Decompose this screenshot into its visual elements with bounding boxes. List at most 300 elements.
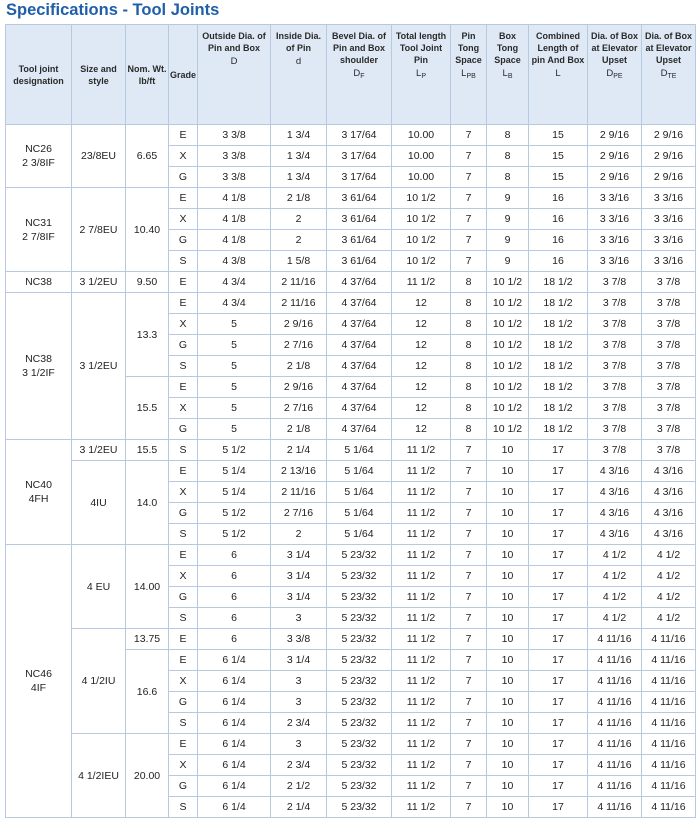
cell-total-length: 10.00 <box>392 146 451 167</box>
cell-box-tong-space: 10 1/2 <box>487 398 529 419</box>
cell-inside-dia: 2 11/16 <box>271 293 327 314</box>
header-combined-length <box>529 25 588 125</box>
cell-outside-dia: 3 3/8 <box>198 125 271 146</box>
cell-dia-box-elevator-pe: 2 9/16 <box>588 167 642 188</box>
cell-grade: X <box>169 398 198 419</box>
cell-bevel-dia: 4 37/64 <box>327 356 392 377</box>
cell-box-tong-space: 10 <box>487 482 529 503</box>
cell-outside-dia: 6 1/4 <box>198 671 271 692</box>
cell-combined-length: 17 <box>529 587 588 608</box>
cell-dia-box-elevator-te: 3 3/16 <box>642 188 696 209</box>
cell-combined-length: 15 <box>529 167 588 188</box>
cell-box-tong-space: 10 <box>487 797 529 818</box>
cell-box-tong-space: 10 <box>487 608 529 629</box>
cell-combined-length: 18 1/2 <box>529 356 588 377</box>
cell-dia-box-elevator-pe: 4 11/16 <box>588 755 642 776</box>
cell-grade: G <box>169 335 198 356</box>
cell-combined-length: 17 <box>529 545 588 566</box>
cell-total-length: 11 1/2 <box>392 566 451 587</box>
cell-dia-box-elevator-te: 4 1/2 <box>642 587 696 608</box>
cell-grade: S <box>169 713 198 734</box>
cell-outside-dia: 5 1/2 <box>198 440 271 461</box>
cell-box-tong-space: 10 <box>487 692 529 713</box>
cell-pin-tong-space: 7 <box>451 650 487 671</box>
cell-inside-dia: 2 1/2 <box>271 776 327 797</box>
cell-dia-box-elevator-pe: 3 7/8 <box>588 377 642 398</box>
header-designation <box>6 25 72 125</box>
cell-bevel-dia: 5 23/32 <box>327 608 392 629</box>
cell-dia-box-elevator-pe: 2 9/16 <box>588 125 642 146</box>
cell-bevel-dia: 5 23/32 <box>327 776 392 797</box>
cell-pin-tong-space: 8 <box>451 314 487 335</box>
cell-combined-length: 17 <box>529 440 588 461</box>
cell-combined-length: 18 1/2 <box>529 314 588 335</box>
cell-outside-dia: 4 3/4 <box>198 272 271 293</box>
cell-pin-tong-space: 7 <box>451 776 487 797</box>
cell-size-style: 4IU <box>72 461 126 545</box>
cell-combined-length: 16 <box>529 251 588 272</box>
cell-box-tong-space: 10 <box>487 545 529 566</box>
cell-box-tong-space: 9 <box>487 188 529 209</box>
cell-dia-box-elevator-pe: 4 3/16 <box>588 461 642 482</box>
cell-total-length: 12 <box>392 398 451 419</box>
header-label: Tool joint designation <box>13 63 64 86</box>
cell-bevel-dia: 5 1/64 <box>327 524 392 545</box>
cell-combined-length: 17 <box>529 608 588 629</box>
cell-inside-dia: 3 <box>271 608 327 629</box>
cell-dia-box-elevator-te: 4 3/16 <box>642 503 696 524</box>
cell-total-length: 11 1/2 <box>392 461 451 482</box>
cell-dia-box-elevator-pe: 3 7/8 <box>588 314 642 335</box>
cell-total-length: 10.00 <box>392 125 451 146</box>
cell-box-tong-space: 8 <box>487 125 529 146</box>
cell-bevel-dia: 4 37/64 <box>327 293 392 314</box>
cell-pin-tong-space: 7 <box>451 230 487 251</box>
cell-total-length: 11 1/2 <box>392 755 451 776</box>
cell-box-tong-space: 10 <box>487 587 529 608</box>
cell-box-tong-space: 10 1/2 <box>487 377 529 398</box>
cell-total-length: 11 1/2 <box>392 797 451 818</box>
cell-nominal-weight: 10.40 <box>126 188 169 272</box>
cell-grade: S <box>169 608 198 629</box>
cell-bevel-dia: 5 1/64 <box>327 461 392 482</box>
table-row <box>6 188 696 209</box>
cell-inside-dia: 3 1/4 <box>271 650 327 671</box>
cell-pin-tong-space: 7 <box>451 461 487 482</box>
cell-outside-dia: 6 <box>198 587 271 608</box>
cell-inside-dia: 2 7/16 <box>271 335 327 356</box>
cell-inside-dia: 3 <box>271 692 327 713</box>
cell-total-length: 11 1/2 <box>392 524 451 545</box>
cell-dia-box-elevator-te: 4 11/16 <box>642 776 696 797</box>
cell-outside-dia: 6 1/4 <box>198 776 271 797</box>
cell-bevel-dia: 5 23/32 <box>327 713 392 734</box>
cell-grade: G <box>169 587 198 608</box>
header-label: Inside Dia. of Pin <box>275 31 321 53</box>
designation-line: NC40 <box>25 479 52 491</box>
cell-combined-length: 17 <box>529 671 588 692</box>
cell-inside-dia: 2 11/16 <box>271 482 327 503</box>
header-label: Box Tong Space <box>494 31 521 65</box>
cell-total-length: 11 1/2 <box>392 587 451 608</box>
cell-dia-box-elevator-te: 3 7/8 <box>642 356 696 377</box>
header-label: Pin Tong Space <box>455 31 482 65</box>
cell-pin-tong-space: 8 <box>451 419 487 440</box>
cell-total-length: 10 1/2 <box>392 209 451 230</box>
cell-combined-length: 18 1/2 <box>529 293 588 314</box>
cell-total-length: 10 1/2 <box>392 230 451 251</box>
cell-combined-length: 17 <box>529 797 588 818</box>
cell-bevel-dia: 5 1/64 <box>327 440 392 461</box>
cell-box-tong-space: 10 <box>487 566 529 587</box>
cell-box-tong-space: 9 <box>487 209 529 230</box>
table-row <box>6 440 696 461</box>
cell-box-tong-space: 10 1/2 <box>487 314 529 335</box>
cell-outside-dia: 5 <box>198 419 271 440</box>
cell-grade: S <box>169 797 198 818</box>
designation-line: 2 3/8IF <box>22 157 55 169</box>
cell-pin-tong-space: 7 <box>451 524 487 545</box>
cell-grade: X <box>169 566 198 587</box>
cell-nominal-weight: 13.3 <box>126 293 169 377</box>
header-symbol: $L_{PB}$ <box>461 68 476 80</box>
cell-bevel-dia: 5 23/32 <box>327 797 392 818</box>
cell-outside-dia: 6 1/4 <box>198 734 271 755</box>
cell-box-tong-space: 10 <box>487 524 529 545</box>
cell-bevel-dia: 5 23/32 <box>327 629 392 650</box>
cell-grade: G <box>169 230 198 251</box>
cell-pin-tong-space: 7 <box>451 482 487 503</box>
header-symbol: $L_B$ <box>502 68 513 80</box>
cell-dia-box-elevator-te: 3 7/8 <box>642 377 696 398</box>
cell-box-tong-space: 10 1/2 <box>487 272 529 293</box>
header-grade <box>169 25 198 125</box>
cell-bevel-dia: 5 23/32 <box>327 650 392 671</box>
cell-outside-dia: 6 1/4 <box>198 797 271 818</box>
table-row <box>6 545 696 566</box>
cell-grade: X <box>169 314 198 335</box>
cell-outside-dia: 5 1/4 <box>198 461 271 482</box>
cell-grade: E <box>169 629 198 650</box>
cell-inside-dia: 1 5/8 <box>271 251 327 272</box>
cell-dia-box-elevator-te: 2 9/16 <box>642 167 696 188</box>
cell-total-length: 10 1/2 <box>392 251 451 272</box>
cell-combined-length: 17 <box>529 524 588 545</box>
cell-total-length: 11 1/2 <box>392 482 451 503</box>
cell-pin-tong-space: 7 <box>451 608 487 629</box>
cell-nominal-weight: 14.00 <box>126 545 169 629</box>
cell-grade: E <box>169 125 198 146</box>
cell-box-tong-space: 10 <box>487 671 529 692</box>
cell-dia-box-elevator-te: 4 11/16 <box>642 713 696 734</box>
cell-inside-dia: 1 3/4 <box>271 125 327 146</box>
cell-size-style: 23/8EU <box>72 125 126 188</box>
cell-outside-dia: 6 1/4 <box>198 650 271 671</box>
cell-inside-dia: 3 1/4 <box>271 587 327 608</box>
cell-combined-length: 18 1/2 <box>529 335 588 356</box>
cell-dia-box-elevator-pe: 4 11/16 <box>588 797 642 818</box>
cell-dia-box-elevator-te: 3 7/8 <box>642 272 696 293</box>
header-label: Nom. Wt. lb/ft <box>127 63 167 86</box>
cell-dia-box-elevator-pe: 4 11/16 <box>588 776 642 797</box>
cell-dia-box-elevator-pe: 4 3/16 <box>588 482 642 503</box>
cell-bevel-dia: 4 37/64 <box>327 272 392 293</box>
header-symbol: d <box>295 56 302 67</box>
table-row <box>6 272 696 293</box>
cell-dia-box-elevator-pe: 3 7/8 <box>588 335 642 356</box>
cell-dia-box-elevator-te: 3 7/8 <box>642 398 696 419</box>
cell-inside-dia: 2 1/8 <box>271 419 327 440</box>
cell-dia-box-elevator-pe: 4 1/2 <box>588 608 642 629</box>
cell-combined-length: 17 <box>529 755 588 776</box>
cell-outside-dia: 4 3/4 <box>198 293 271 314</box>
cell-outside-dia: 6 1/4 <box>198 755 271 776</box>
cell-size-style: 4 1/2IEU <box>72 734 126 818</box>
cell-dia-box-elevator-te: 4 11/16 <box>642 650 696 671</box>
cell-box-tong-space: 10 1/2 <box>487 419 529 440</box>
cell-pin-tong-space: 7 <box>451 146 487 167</box>
cell-nominal-weight: 14.0 <box>126 461 169 545</box>
cell-inside-dia: 2 1/4 <box>271 440 327 461</box>
cell-pin-tong-space: 7 <box>451 545 487 566</box>
cell-box-tong-space: 10 <box>487 734 529 755</box>
cell-dia-box-elevator-te: 3 3/16 <box>642 209 696 230</box>
cell-dia-box-elevator-pe: 3 3/16 <box>588 230 642 251</box>
cell-dia-box-elevator-pe: 3 7/8 <box>588 272 642 293</box>
cell-grade: E <box>169 734 198 755</box>
cell-pin-tong-space: 7 <box>451 671 487 692</box>
cell-size-style: 2 7/8EU <box>72 188 126 272</box>
cell-bevel-dia: 3 61/64 <box>327 251 392 272</box>
cell-size-style: 3 1/2EU <box>72 272 126 293</box>
page-title: Specifications - Tool Joints <box>6 1 220 19</box>
cell-grade: X <box>169 209 198 230</box>
cell-nominal-weight: 16.6 <box>126 650 169 734</box>
cell-combined-length: 16 <box>529 188 588 209</box>
cell-combined-length: 17 <box>529 776 588 797</box>
cell-pin-tong-space: 7 <box>451 125 487 146</box>
cell-outside-dia: 5 <box>198 356 271 377</box>
cell-bevel-dia: 5 23/32 <box>327 566 392 587</box>
cell-dia-box-elevator-te: 3 3/16 <box>642 251 696 272</box>
cell-bevel-dia: 4 37/64 <box>327 398 392 419</box>
cell-grade: E <box>169 545 198 566</box>
cell-inside-dia: 1 3/4 <box>271 146 327 167</box>
cell-box-tong-space: 10 1/2 <box>487 293 529 314</box>
cell-outside-dia: 4 1/8 <box>198 188 271 209</box>
designation-line: 2 7/8IF <box>22 230 55 243</box>
cell-inside-dia: 2 9/16 <box>271 314 327 335</box>
header-symbol: $D_{PE}$ <box>606 68 623 80</box>
cell-box-tong-space: 8 <box>487 167 529 188</box>
cell-total-length: 11 1/2 <box>392 734 451 755</box>
cell-box-tong-space: 10 <box>487 503 529 524</box>
cell-combined-length: 18 1/2 <box>529 419 588 440</box>
cell-combined-length: 17 <box>529 461 588 482</box>
cell-bevel-dia: 3 61/64 <box>327 188 392 209</box>
cell-inside-dia: 2 1/8 <box>271 356 327 377</box>
cell-dia-box-elevator-pe: 4 11/16 <box>588 713 642 734</box>
cell-dia-box-elevator-te: 4 11/16 <box>642 692 696 713</box>
cell-inside-dia: 2 3/4 <box>271 755 327 776</box>
cell-inside-dia: 3 1/4 <box>271 566 327 587</box>
cell-outside-dia: 6 <box>198 545 271 566</box>
cell-inside-dia: 2 9/16 <box>271 377 327 398</box>
header-label: Dia. of Box at Elevator Upset <box>644 31 692 65</box>
cell-box-tong-space: 9 <box>487 251 529 272</box>
cell-total-length: 11 1/2 <box>392 545 451 566</box>
header-symbol: $D_{TE}$ <box>660 68 677 80</box>
cell-combined-length: 17 <box>529 503 588 524</box>
cell-grade: G <box>169 419 198 440</box>
cell-outside-dia: 6 <box>198 629 271 650</box>
cell-inside-dia: 2 3/4 <box>271 713 327 734</box>
cell-inside-dia: 3 1/4 <box>271 545 327 566</box>
header-total-length <box>392 25 451 125</box>
designation-line: NC38 <box>25 276 52 288</box>
cell-box-tong-space: 10 <box>487 755 529 776</box>
cell-total-length: 12 <box>392 335 451 356</box>
cell-outside-dia: 6 1/4 <box>198 692 271 713</box>
cell-inside-dia: 2 <box>271 230 327 251</box>
cell-dia-box-elevator-te: 4 11/16 <box>642 755 696 776</box>
cell-dia-box-elevator-pe: 3 3/16 <box>588 209 642 230</box>
cell-designation <box>6 293 72 440</box>
cell-dia-box-elevator-te: 2 9/16 <box>642 146 696 167</box>
cell-outside-dia: 4 1/8 <box>198 209 271 230</box>
cell-dia-box-elevator-te: 3 7/8 <box>642 335 696 356</box>
cell-total-length: 11 1/2 <box>392 692 451 713</box>
cell-pin-tong-space: 7 <box>451 692 487 713</box>
table-row <box>6 461 696 482</box>
cell-nominal-weight: 9.50 <box>126 272 169 293</box>
cell-total-length: 10.00 <box>392 167 451 188</box>
cell-bevel-dia: 3 17/64 <box>327 146 392 167</box>
cell-combined-length: 17 <box>529 650 588 671</box>
cell-box-tong-space: 10 <box>487 776 529 797</box>
cell-box-tong-space: 10 <box>487 461 529 482</box>
cell-grade: S <box>169 251 198 272</box>
table-row <box>6 734 696 755</box>
cell-inside-dia: 2 7/16 <box>271 398 327 419</box>
header-label: Combined Length of pin And Box <box>531 31 585 65</box>
cell-grade: X <box>169 755 198 776</box>
cell-dia-box-elevator-te: 3 7/8 <box>642 440 696 461</box>
tool-joints-spec-table <box>5 24 696 818</box>
cell-combined-length: 18 1/2 <box>529 398 588 419</box>
header-label: Size and style <box>80 63 117 86</box>
cell-dia-box-elevator-te: 4 3/16 <box>642 461 696 482</box>
cell-total-length: 12 <box>392 377 451 398</box>
cell-pin-tong-space: 7 <box>451 587 487 608</box>
cell-combined-length: 18 1/2 <box>529 377 588 398</box>
header-inside-dia <box>271 25 327 125</box>
cell-bevel-dia: 5 23/32 <box>327 671 392 692</box>
cell-grade: G <box>169 167 198 188</box>
cell-outside-dia: 6 1/4 <box>198 713 271 734</box>
cell-bevel-dia: 4 37/64 <box>327 314 392 335</box>
cell-dia-box-elevator-te: 4 1/2 <box>642 566 696 587</box>
cell-dia-box-elevator-pe: 3 7/8 <box>588 356 642 377</box>
cell-pin-tong-space: 8 <box>451 293 487 314</box>
cell-total-length: 12 <box>392 314 451 335</box>
cell-pin-tong-space: 7 <box>451 209 487 230</box>
cell-designation <box>6 188 72 272</box>
cell-outside-dia: 6 <box>198 608 271 629</box>
cell-size-style: 3 1/2EU <box>72 293 126 440</box>
cell-dia-box-elevator-pe: 4 11/16 <box>588 671 642 692</box>
cell-dia-box-elevator-te: 4 11/16 <box>642 797 696 818</box>
cell-pin-tong-space: 7 <box>451 629 487 650</box>
cell-combined-length: 17 <box>529 734 588 755</box>
cell-pin-tong-space: 7 <box>451 755 487 776</box>
cell-total-length: 12 <box>392 293 451 314</box>
header-symbol: $D_F$ <box>353 68 365 80</box>
cell-outside-dia: 5 1/2 <box>198 524 271 545</box>
cell-combined-length: 15 <box>529 125 588 146</box>
cell-grade: E <box>169 272 198 293</box>
cell-grade: S <box>169 524 198 545</box>
header-symbol: D <box>230 56 238 67</box>
cell-pin-tong-space: 7 <box>451 713 487 734</box>
cell-inside-dia: 2 <box>271 209 327 230</box>
cell-total-length: 11 1/2 <box>392 608 451 629</box>
cell-inside-dia: 3 <box>271 734 327 755</box>
cell-combined-length: 16 <box>529 209 588 230</box>
header-nominal-weight <box>126 25 169 125</box>
cell-nominal-weight: 20.00 <box>126 734 169 818</box>
cell-grade: X <box>169 482 198 503</box>
cell-grade: E <box>169 650 198 671</box>
cell-box-tong-space: 9 <box>487 230 529 251</box>
cell-dia-box-elevator-te: 3 3/16 <box>642 230 696 251</box>
cell-bevel-dia: 5 23/32 <box>327 755 392 776</box>
cell-dia-box-elevator-te: 2 9/16 <box>642 125 696 146</box>
cell-combined-length: 17 <box>529 482 588 503</box>
cell-grade: S <box>169 440 198 461</box>
cell-total-length: 11 1/2 <box>392 629 451 650</box>
cell-outside-dia: 5 <box>198 377 271 398</box>
cell-dia-box-elevator-pe: 4 1/2 <box>588 566 642 587</box>
header-dia-box-elevator-te <box>642 25 696 125</box>
header-label: Outside Dia. of Pin and Box <box>202 31 266 53</box>
cell-combined-length: 17 <box>529 713 588 734</box>
cell-dia-box-elevator-te: 3 7/8 <box>642 419 696 440</box>
cell-dia-box-elevator-pe: 4 3/16 <box>588 524 642 545</box>
cell-pin-tong-space: 8 <box>451 398 487 419</box>
cell-dia-box-elevator-pe: 4 1/2 <box>588 587 642 608</box>
cell-inside-dia: 2 1/8 <box>271 188 327 209</box>
cell-dia-box-elevator-pe: 4 11/16 <box>588 629 642 650</box>
cell-box-tong-space: 10 1/2 <box>487 335 529 356</box>
cell-bevel-dia: 4 37/64 <box>327 335 392 356</box>
cell-total-length: 11 1/2 <box>392 272 451 293</box>
header-pin-tong-space <box>451 25 487 125</box>
header-symbol: $L_P$ <box>416 68 426 80</box>
cell-pin-tong-space: 8 <box>451 356 487 377</box>
header-label: Bevel Dia. of Pin and Box shoulder <box>331 31 387 65</box>
designation-line: NC26 <box>25 143 52 155</box>
table-row <box>6 293 696 314</box>
cell-size-style: 4 1/2IU <box>72 629 126 734</box>
cell-bevel-dia: 3 61/64 <box>327 209 392 230</box>
cell-grade: X <box>169 146 198 167</box>
cell-inside-dia: 2 <box>271 524 327 545</box>
cell-bevel-dia: 5 23/32 <box>327 587 392 608</box>
cell-dia-box-elevator-te: 3 7/8 <box>642 293 696 314</box>
cell-designation <box>6 545 72 818</box>
cell-combined-length: 15 <box>529 146 588 167</box>
